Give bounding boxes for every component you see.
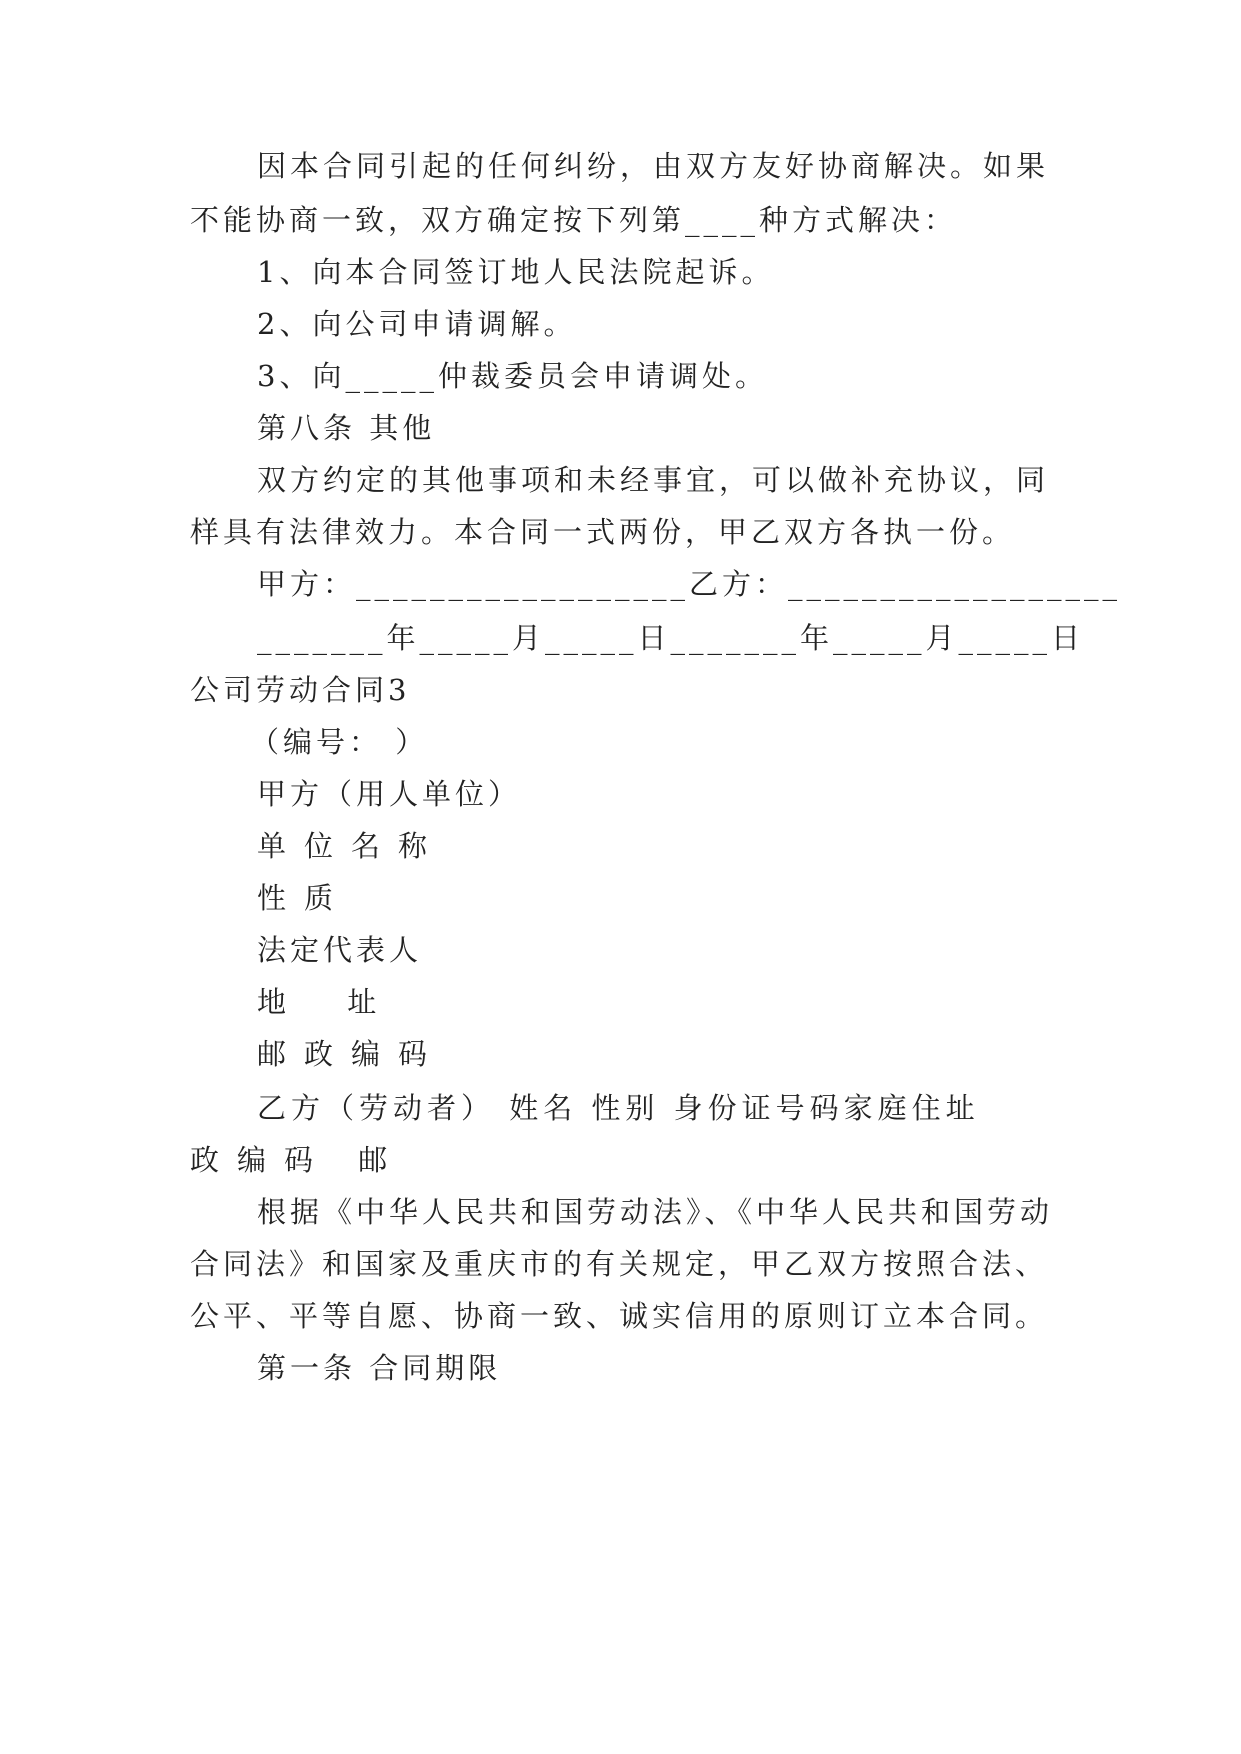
paragraph-line: 因本合同引起的任何纠纷，由双方友好协商解决。如果 [257, 149, 1050, 183]
document-title: 公司劳动合同3 [190, 673, 411, 707]
party-fields-line: 乙方（劳动者） 姓名 性别 身份证号码家庭住址 [257, 1091, 980, 1125]
date-line: _______年_____月_____日_______年_____月_____日 [257, 621, 1085, 655]
party-heading: 甲方（用人单位） [257, 777, 522, 811]
paragraph-line: 合同法》和国家及重庆市的有关规定，甲乙双方按照合法、 [190, 1247, 1049, 1281]
paragraph-line: 根据《中华人民共和国劳动法》、《中华人民共和国劳动 [257, 1195, 1054, 1229]
form-field-label: 法定代表人 [257, 933, 423, 967]
paragraph-line: 双方约定的其他事项和未经事宜，可以做补充协议，同 [257, 463, 1050, 497]
document-number: （编号： ） [250, 725, 429, 759]
form-field-label: 性质 [257, 881, 352, 915]
section-heading: 第八条 其他 [257, 411, 436, 445]
party-fields-line: 政编码 邮 [190, 1143, 406, 1177]
list-item: 2、向公司申请调解。 [257, 307, 577, 341]
paragraph-line: 不能协商一致，双方确定按下列第____种方式解决： [190, 203, 958, 237]
section-heading: 第一条 合同期限 [257, 1351, 502, 1385]
form-field-label: 地 址 [257, 985, 403, 1019]
paragraph-line: 公平、平等自愿、协商一致、诚实信用的原则订立本合同。 [190, 1299, 1049, 1333]
paragraph-line: 样具有法律效力。本合同一式两份，甲乙双方各执一份。 [190, 515, 1016, 549]
signature-line: 甲方：__________________乙方：__________________ [257, 567, 1122, 601]
form-field-label: 单位名称 [257, 829, 446, 863]
list-item: 3、向_____仲裁委员会申请调处。 [257, 359, 768, 393]
list-item: 1、向本合同签订地人民法院起诉。 [257, 255, 775, 289]
form-field-label: 邮政编码 [257, 1037, 446, 1071]
